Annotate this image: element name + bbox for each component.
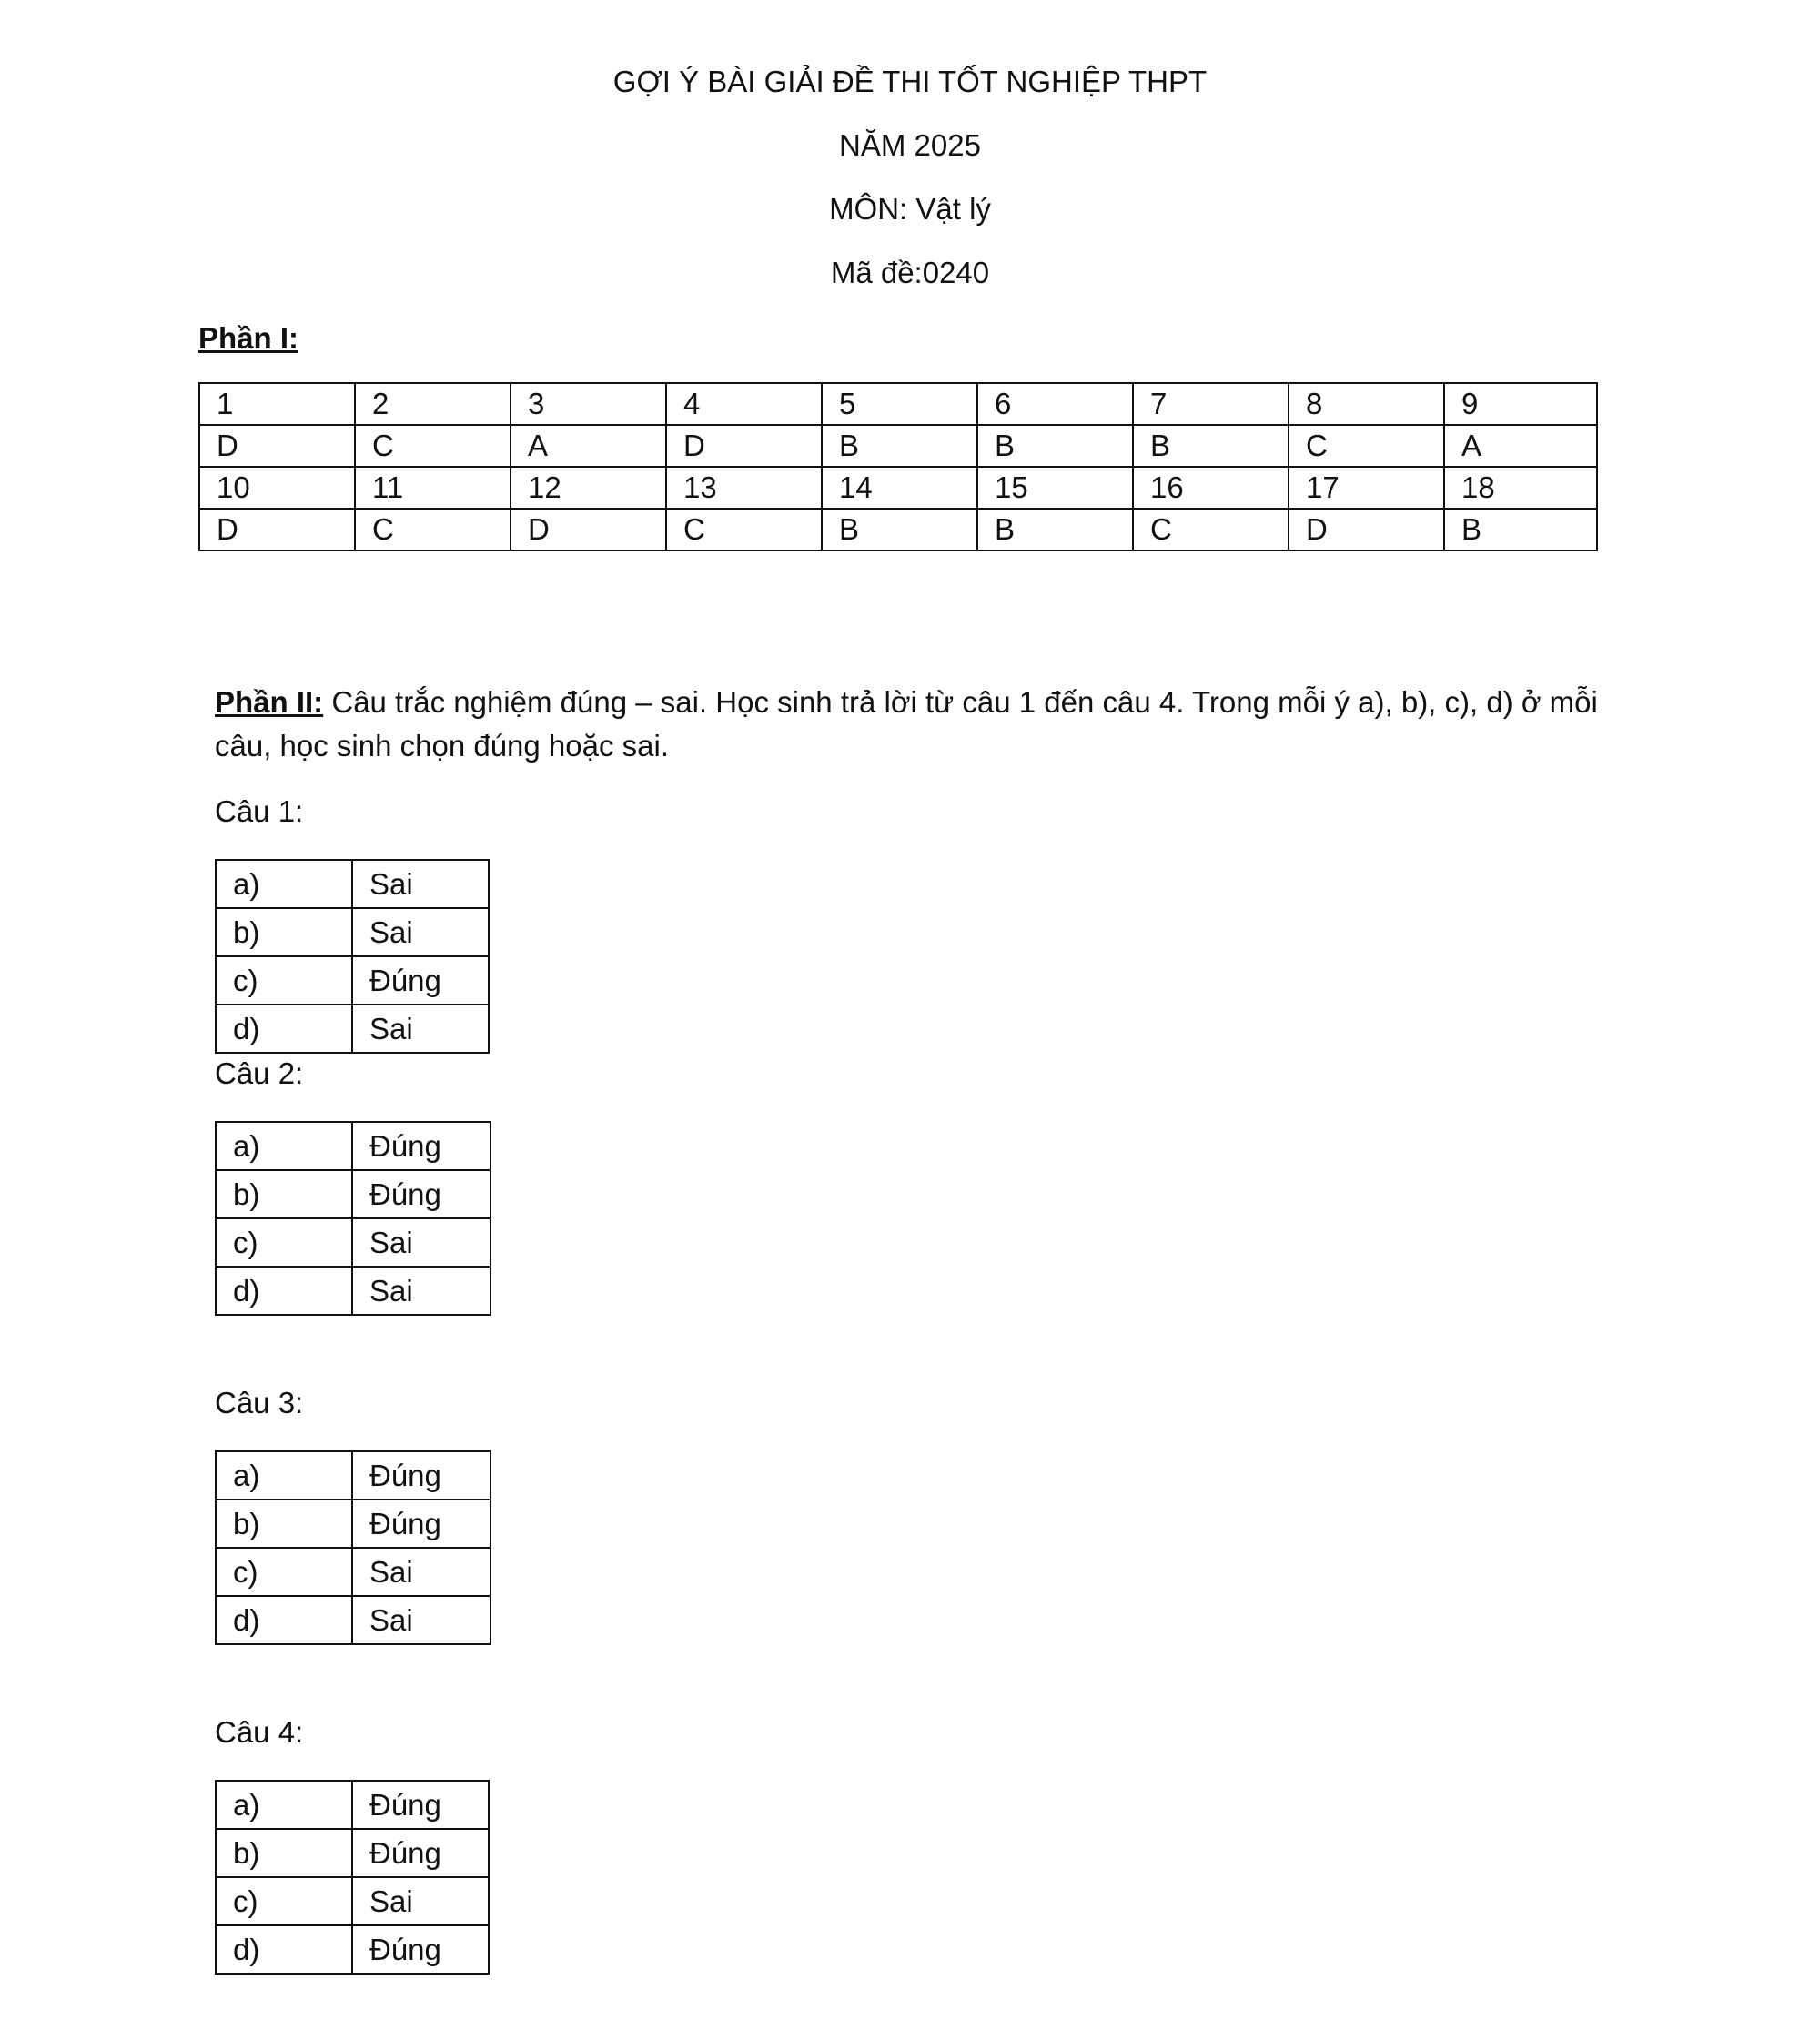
option-answer: Sai [352, 1218, 490, 1267]
table-cell: 9 [1444, 383, 1597, 425]
table-cell: B [977, 425, 1133, 467]
table-row [216, 1451, 490, 1500]
table-cell: D [199, 509, 355, 550]
table-row [216, 1218, 490, 1267]
table-cell: 12 [511, 467, 666, 509]
table-cell: 16 [1133, 467, 1289, 509]
table-row [199, 383, 1597, 425]
option-label: d) [216, 1267, 352, 1315]
part2-intro-paragraph [215, 681, 1634, 768]
table-cell: D [511, 509, 666, 550]
table-row [216, 1500, 490, 1548]
doc-subject: MÔN: Vật lý [829, 192, 991, 226]
question-4-answer-table [215, 1780, 490, 1975]
table-row [216, 1596, 490, 1644]
table-cell: D [199, 425, 355, 467]
option-label: a) [216, 1781, 352, 1829]
option-answer: Sai [352, 1548, 490, 1596]
option-label: b) [216, 1170, 352, 1218]
table-cell: 14 [822, 467, 977, 509]
option-label: a) [216, 1122, 352, 1170]
option-label: c) [216, 1548, 352, 1596]
table-cell: 3 [511, 383, 666, 425]
option-answer: Sai [352, 1005, 489, 1053]
table-row [216, 1877, 489, 1925]
table-cell: A [511, 425, 666, 467]
question-1-label: Câu 1: [215, 794, 304, 828]
table-row [216, 1781, 489, 1829]
table-cell: 11 [355, 467, 511, 509]
table-cell: 4 [666, 383, 822, 425]
option-answer: Sai [352, 908, 489, 956]
table-row [216, 1122, 490, 1170]
table-row [199, 509, 1597, 550]
table-cell: D [1289, 509, 1444, 550]
option-answer: Sai [352, 1267, 490, 1315]
option-label: b) [216, 1500, 352, 1548]
option-label: c) [216, 1877, 352, 1925]
option-answer: Đúng [352, 1451, 490, 1500]
table-cell: 8 [1289, 383, 1444, 425]
option-label: c) [216, 1218, 352, 1267]
option-label: d) [216, 1925, 352, 1974]
table-cell: 13 [666, 467, 822, 509]
table-row [199, 467, 1597, 509]
table-cell: B [822, 425, 977, 467]
table-cell: B [822, 509, 977, 550]
option-answer: Sai [352, 1596, 490, 1644]
table-row [216, 1170, 490, 1218]
option-answer: Đúng [352, 1829, 489, 1877]
option-label: c) [216, 956, 352, 1005]
table-cell: C [355, 425, 511, 467]
table-cell: 17 [1289, 467, 1444, 509]
table-row [199, 425, 1597, 467]
option-answer: Đúng [352, 1925, 489, 1974]
question-4-label: Câu 4: [215, 1715, 304, 1749]
table-cell: A [1444, 425, 1597, 467]
option-answer: Đúng [352, 1122, 490, 1170]
table-cell: C [1133, 509, 1289, 550]
option-label: b) [216, 1829, 352, 1877]
table-row [216, 1548, 490, 1596]
option-answer: Đúng [352, 1781, 489, 1829]
option-answer: Sai [352, 860, 489, 908]
option-answer: Đúng [352, 956, 489, 1005]
table-row [216, 1005, 489, 1053]
table-cell: 7 [1133, 383, 1289, 425]
table-cell: 18 [1444, 467, 1597, 509]
option-answer: Đúng [352, 1500, 490, 1548]
option-answer: Đúng [352, 1170, 490, 1218]
doc-exam-code: Mã đề:0240 [830, 256, 990, 289]
part1-title: Phần I: [198, 321, 299, 355]
table-cell: B [1133, 425, 1289, 467]
table-cell: 1 [199, 383, 355, 425]
question-3-label: Câu 3: [215, 1386, 304, 1419]
part1-answer-table [198, 382, 1598, 551]
table-cell: C [355, 509, 511, 550]
table-cell: 6 [977, 383, 1133, 425]
table-row [216, 1829, 489, 1877]
option-answer: Sai [352, 1877, 489, 1925]
part2-intro-text: Câu trắc nghiệm đúng – sai. Học sinh trả lời từ câu 1 đến câu 4. Trong mỗi ý a), b), c), d) ở mỗi câu, học sinh chọn đúng hoặc sai. [215, 685, 1598, 763]
doc-title: GỢI Ý BÀI GIẢI ĐỀ THI TỐT NGHIỆP THPT [612, 65, 1208, 98]
question-1-answer-table [215, 859, 490, 1054]
option-label: a) [216, 860, 352, 908]
question-3-answer-table [215, 1450, 491, 1645]
table-cell: D [666, 425, 822, 467]
table-cell: B [1444, 509, 1597, 550]
table-cell: C [1289, 425, 1444, 467]
option-label: d) [216, 1005, 352, 1053]
table-cell: C [666, 509, 822, 550]
table-row [216, 1925, 489, 1974]
question-2-answer-table [215, 1121, 491, 1316]
part2-title: Phần II: [215, 685, 324, 719]
table-row [216, 1267, 490, 1315]
table-row [216, 860, 489, 908]
option-label: d) [216, 1596, 352, 1644]
question-2-label: Câu 2: [215, 1056, 304, 1090]
option-label: a) [216, 1451, 352, 1500]
table-cell: B [977, 509, 1133, 550]
table-cell: 2 [355, 383, 511, 425]
doc-year: NĂM 2025 [839, 128, 981, 162]
table-cell: 10 [199, 467, 355, 509]
table-row [216, 956, 489, 1005]
option-label: b) [216, 908, 352, 956]
table-cell: 5 [822, 383, 977, 425]
table-row [216, 908, 489, 956]
table-cell: 15 [977, 467, 1133, 509]
